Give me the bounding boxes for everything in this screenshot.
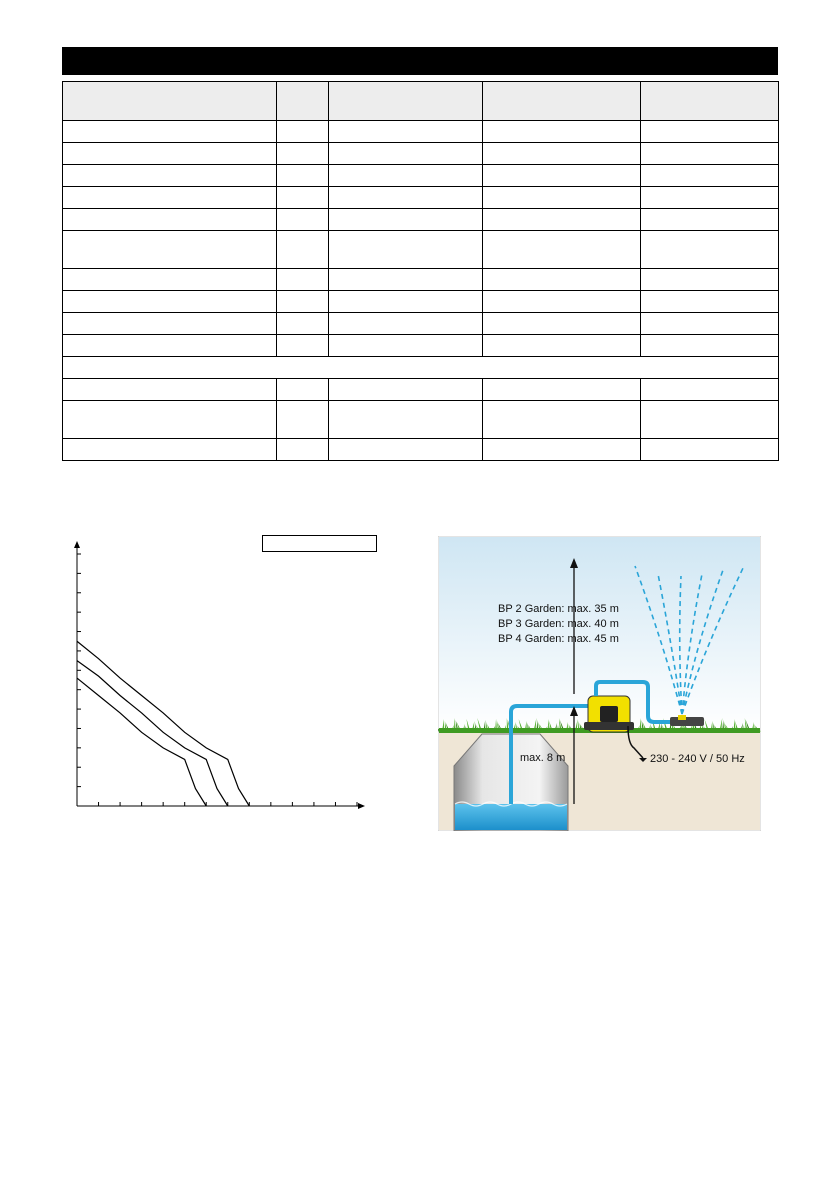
table-cell [641,313,779,335]
table-row [63,143,779,165]
table-cell [277,209,329,231]
series-line-3 [77,678,206,806]
table-title-bar [62,47,778,75]
table-cell [483,143,641,165]
technical-data-table [62,81,779,461]
table-cell [483,379,641,401]
table-row [63,335,779,357]
table-cell [641,269,779,291]
table-cell [63,231,277,269]
table-cell [329,82,483,121]
table-cell [641,231,779,269]
table-row [63,269,779,291]
power-supply-label: 230 - 240 V / 50 Hz [650,753,745,765]
table-row [63,313,779,335]
table-row [63,187,779,209]
table-cell [63,209,277,231]
table-cell [63,439,277,461]
y-axis-arrow [74,541,80,548]
table-cell [63,379,277,401]
table-cell [641,209,779,231]
table-cell [63,82,277,121]
table-cell [277,82,329,121]
table-cell [277,269,329,291]
table-cell [63,291,277,313]
series-line-1 [77,641,249,806]
table-cell [641,82,779,121]
table-cell [63,187,277,209]
table-cell [63,401,277,439]
table-header-row [63,82,779,121]
table-row [63,121,779,143]
table-cell [483,439,641,461]
table-cell [641,291,779,313]
table-cell [63,143,277,165]
pump-curve-chart [60,530,390,830]
table-cell [277,335,329,357]
table-cell [329,379,483,401]
table-row [63,165,779,187]
table-cell [483,121,641,143]
table-cell [63,313,277,335]
table-cell [641,401,779,439]
table-row [63,379,779,401]
table-cell [329,187,483,209]
table-cell [63,335,277,357]
table-cell [641,439,779,461]
table-cell [329,143,483,165]
table-cell [641,379,779,401]
table-cell [641,165,779,187]
table-cell [329,313,483,335]
table-section-row [63,357,779,379]
height-line-1: BP 2 Garden: max. 35 m [498,603,619,615]
table-cell [483,82,641,121]
table-cell [483,231,641,269]
installation-illustration [438,536,761,831]
suction-height-label: max. 8 m [520,752,566,764]
table-cell [483,401,641,439]
table-cell [329,231,483,269]
table-cell [277,231,329,269]
table-cell [483,209,641,231]
table-cell [329,291,483,313]
table-cell [329,439,483,461]
table-cell [277,313,329,335]
table-cell [277,165,329,187]
table-cell [329,209,483,231]
table-cell [483,187,641,209]
table-cell [329,401,483,439]
table-cell [483,291,641,313]
pump [584,696,634,732]
table-cell [277,401,329,439]
table-cell [641,121,779,143]
table-cell [277,187,329,209]
table-cell [277,291,329,313]
height-line-2: BP 3 Garden: max. 40 m [498,618,619,630]
table-cell [329,269,483,291]
series-line-2 [77,661,228,806]
table-row [63,401,779,439]
table-row [63,231,779,269]
x-axis-arrow [358,803,365,809]
table-cell [483,269,641,291]
table-cell [641,335,779,357]
table-row [63,209,779,231]
table-cell [277,379,329,401]
table-cell [329,165,483,187]
well-water [455,804,567,830]
height-line-3: BP 4 Garden: max. 45 m [498,633,619,645]
table-cell [641,143,779,165]
table-row [63,439,779,461]
table-cell [329,335,483,357]
table-cell [63,357,779,379]
table-cell [63,165,277,187]
table-cell [483,335,641,357]
table-cell [277,143,329,165]
table-cell [277,439,329,461]
table-cell [63,121,277,143]
table-cell [483,165,641,187]
table-cell [329,121,483,143]
table-cell [277,121,329,143]
table-cell [63,269,277,291]
table-cell [641,187,779,209]
table-cell [483,313,641,335]
table-row [63,291,779,313]
